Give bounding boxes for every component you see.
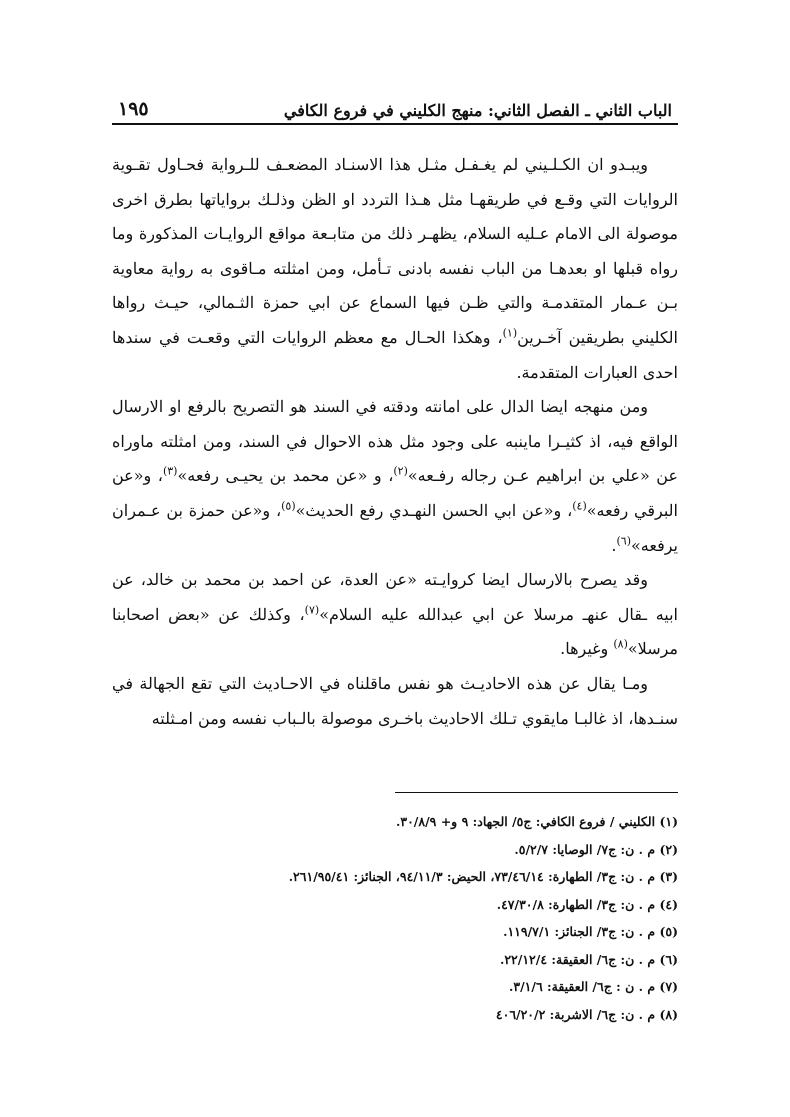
page-number: ١٩٥ — [118, 98, 149, 120]
footnote-ref-8: (٨) — [613, 637, 628, 651]
paragraph-4: ومـا يقال عن هذه الاحاديـث هو نفس ماقلناه في الاحـاديث التي تقع الجهالة في سنـدها، اذ غالبـا مايقوي تـلك الاحاديث باخـرى موصولة بالـباب نفسه ومن امـثلته — [112, 673, 678, 728]
footnote-4: (٤) م . ن: ج٣/ الطهارة: ٤٧/٣٠/٨. — [496, 896, 678, 912]
paragraph-2: ومن منهجه ايضا الدال على امانته ودقته في السند هو التصريح بالرفع او الارسال الواقع فيه، اذ كثيـرا ماينبه على وجود مثل هذه الاحوال في السند، ومن امثلته ماوراه عن «علي بن ابراهيم عـن رجاله رفـعه»$^{(٢)}$، و «عن محمد بن يحيـى رفعه»$^{(٣)}$، و«عن البرقي رفعه»$^{(٤)}$، و«عن ابي الحسن النهـدي رفع الحديث»$^{(٥)}$، و«عن حمزة بن عـمران يرفعه»$^{(٦)}$. — [112, 397, 679, 555]
footnote-ref-1: (١) — [502, 326, 518, 340]
header-title: الباب الثاني ـ الفصل الثاني: منهج الكليني في فروع الكافي — [283, 101, 672, 120]
footnote-7: (٧) م . ن : ج٦/ العقيقة: ٣/١/٦. — [509, 979, 678, 994]
paragraph-3: وقد يصرح بالارسال ايضا كروايـته «عن العدة، عن احمد بن محمد بن خالد، عن ابيه ـقال عنهـ مرسلا عن ابي عبدالله عليه السلام»$^{(٧)}$، وكذلك عن «بعض اصحابنا مرسلا»$^{(٨)}$ وغيرها. — [112, 570, 679, 659]
footnote-ref-7: (٧) — [304, 603, 320, 617]
footnote-1: (١) الكليني / فروع الكافي: ج٥/ الجهاد: ٩ و+ ٣٠/٨/٩. — [396, 814, 678, 829]
footnote-rule — [395, 792, 678, 793]
footnote-ref-2: (٢) — [393, 465, 408, 479]
footnote-3: (٣) م . ن: ج٣/ الطهارة: ٧٣/٤٦/١٤، الحيض: ٩٤/١١/٣، الجنائز: ٢٦١/٩٥/٤١. — [288, 869, 678, 884]
footnote-5: (٥) م . ن: ج٣/ الجنائز: ١١٩/٧/١. — [503, 924, 678, 939]
body-text — [112, 148, 678, 736]
footnote-ref-5: (٥) — [281, 499, 296, 513]
header-rule — [112, 123, 678, 125]
footnote-2: (٢) م . ن: ج٧/ الوصايا: ٥/٢/٧. — [514, 841, 678, 857]
footnote-ref-3: (٣) — [162, 465, 178, 479]
footnote-ref-4: (٤) — [572, 499, 587, 513]
footnotes — [112, 808, 678, 1028]
footnote-ref-6: (٦) — [616, 534, 631, 548]
footnote-8: (٨) م . ن: ج٦/ الاشربة: ٤٠٦/٢٠/٢ — [495, 1006, 678, 1022]
running-header — [118, 86, 672, 120]
footnote-6: (٦) م . ن: ج٦/ العقيقة: ٢٢/١٢/٤. — [499, 951, 678, 967]
paragraph-1: ويبـدو ان الكـلـيني لم يغـفـل مثـل هذا الاسنـاد المضعـف للـرواية فحـاول تقـوية الروايات التي وقـع في طريقهـا مثل هـذا التردد او الظن وذلـك برواياتها بطرق اخرى موصولة الى الامام عـليه السلام، يظهـر ذلك من متابـعة مواقع الروايـات المذكورة وما رواه قبلها او بعدهـا من الباب نفسه بادنى تـأمل، ومن امثلته مـاقوى به رواية معاوية بـن عـمار المتقدمـة والتي ظـن فيها السماع عن ابي حمزة الثـمالي، حيـث رواها الكليني بطريقين آخـرين$^{(١)}$، وهكذا الحـال مع معظم الروايات التي وقعـت في سندها احدى العبارات المتقدمة. — [112, 155, 678, 382]
